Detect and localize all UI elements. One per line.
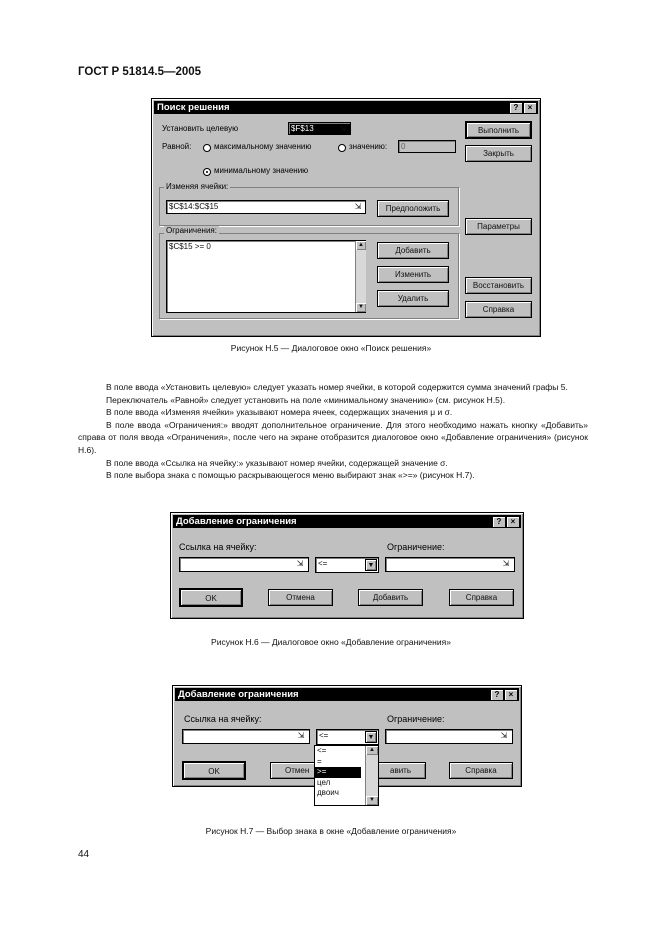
constraint-item[interactable]: $C$15 >= 0 xyxy=(169,242,211,251)
close-button[interactable]: Закрыть xyxy=(465,145,532,162)
options-button[interactable]: Параметры xyxy=(465,218,532,235)
body-text xyxy=(78,381,588,482)
figure-caption-h6: Рисунок Н.6 — Диалоговое окно «Добавление ограничения» xyxy=(211,637,451,647)
changing-ref-icon[interactable]: ⇲ xyxy=(354,202,362,211)
solver-title: Поиск решения xyxy=(157,102,230,113)
document-header: ГОСТ Р 51814.5—2005 xyxy=(78,66,202,78)
add-constraint-title: Добавление ограничения xyxy=(178,689,299,700)
constraint-ref-icon[interactable]: ⇲ xyxy=(500,731,508,740)
paragraph: В поле ввода «Установить целевую» следует указать номер ячейки, в которой содержится сумма значений графы 5. xyxy=(106,382,568,392)
dropdown-option[interactable]: цел xyxy=(317,777,331,787)
ok-button[interactable]: OK xyxy=(179,588,243,607)
change-constraint-button[interactable]: Изменить xyxy=(377,266,449,283)
help-titlebar-button[interactable]: ? xyxy=(492,516,506,528)
constraints-scrollbar[interactable] xyxy=(355,241,366,312)
paragraph: Переключатель «Равной» следует установить на поле «минимальному значению» (см. рисунок Н.5). xyxy=(106,394,506,405)
scroll-down-icon[interactable]: ▼ xyxy=(356,303,366,312)
operator-value: <= xyxy=(318,559,328,568)
cell-ref-label: Ссылка на ячейку: xyxy=(184,714,262,724)
cell-ref-icon[interactable]: ⇲ xyxy=(296,559,304,568)
figure-caption-h7: Рисунок Н.7 — Выбор знака в окне «Добавление ограничения» xyxy=(205,826,457,836)
dropdown-arrow-icon[interactable]: ▼ xyxy=(365,559,377,571)
add-constraint-title: Добавление ограничения xyxy=(176,516,297,527)
add-button-label: авить xyxy=(390,766,411,775)
figure-caption-h5: Рисунок Н.5 — Диалоговое окно «Поиск решения» xyxy=(230,343,432,353)
add-button[interactable]: Добавить xyxy=(358,589,423,606)
help-button[interactable]: Справка xyxy=(449,589,514,606)
delete-constraint-button[interactable]: Удалить xyxy=(377,290,449,307)
solve-button[interactable]: Выполнить xyxy=(465,121,532,139)
paragraph: В поле ввода «Изменяя ячейки» указывают номера ячеек, содержащих значения μ и σ. xyxy=(106,407,453,418)
cancel-button[interactable]: Отмена xyxy=(268,589,333,606)
close-icon[interactable]: × xyxy=(506,516,520,528)
reset-button[interactable]: Восстановить xyxy=(465,277,532,294)
changing-cells-label: Изменяя ячейки: xyxy=(166,182,229,191)
value-radio-label: значению: xyxy=(349,142,388,151)
constraint-label: Ограничение: xyxy=(387,542,445,552)
scroll-up-icon[interactable]: ▲ xyxy=(366,746,378,755)
paragraph: В поле ввода «Ссылка на ячейку:» указывают номер ячейки, содержащей значение σ. xyxy=(106,457,448,468)
min-radio-label: минимальному значению xyxy=(214,166,309,175)
dropdown-option-selected[interactable]: >= xyxy=(315,767,361,778)
dropdown-option[interactable]: <= xyxy=(317,746,327,755)
cell-ref-input[interactable] xyxy=(179,557,309,572)
help-button[interactable]: Справка xyxy=(465,301,532,318)
solver-dialog xyxy=(151,98,541,337)
min-radio[interactable] xyxy=(203,168,211,176)
help-titlebar-button[interactable]: ? xyxy=(509,102,523,114)
constraints-label: Ограничения: xyxy=(166,226,217,235)
close-icon[interactable]: × xyxy=(504,689,518,701)
guess-button[interactable]: Предположить xyxy=(377,200,449,217)
dropdown-option[interactable]: двоич xyxy=(317,788,339,797)
target-cell-label: Установить целевую xyxy=(162,124,239,133)
target-ref-icon[interactable]: ⇲ xyxy=(339,124,347,133)
paragraph: В поле ввода «Ограничения:» вводят дополнительное ограничение. Для этого необходимо нажать кнопку «Добавить» справа от поля ввода «Ограничения», после чего на экране отобразится диалоговое окно «Добавление ограничения» (рисунок Н.6). xyxy=(78,419,588,455)
add-constraint-button[interactable]: Добавить xyxy=(377,242,449,259)
ok-button[interactable]: OK xyxy=(182,761,246,780)
dropdown-scrollbar[interactable] xyxy=(365,746,378,805)
target-cell-value: $F$13 xyxy=(291,124,314,133)
add-constraint-titlebar xyxy=(173,515,521,528)
constraint-ref-icon[interactable]: ⇲ xyxy=(502,559,510,568)
page-number: 44 xyxy=(78,849,90,860)
constraint-label: Ограничение: xyxy=(387,714,445,724)
close-icon[interactable]: × xyxy=(523,102,537,114)
value-radio[interactable] xyxy=(338,144,346,152)
max-radio[interactable] xyxy=(203,144,211,152)
max-radio-label: максимальному значению xyxy=(214,142,312,151)
add-constraint-titlebar xyxy=(175,688,519,701)
constraint-input[interactable] xyxy=(385,729,513,744)
constraints-list[interactable] xyxy=(166,240,366,313)
equal-label: Равной: xyxy=(162,142,192,151)
operator-value: <= xyxy=(319,731,329,740)
constraint-input[interactable] xyxy=(385,557,515,572)
dropdown-arrow-icon[interactable]: ▼ xyxy=(365,731,377,743)
add-constraint-dialog xyxy=(170,512,524,619)
paragraph: В поле выбора знака с помощью раскрывающегося меню выбирают знак «>=» (рисунок Н.7). xyxy=(106,470,475,481)
changing-cells-input[interactable]: $C$14:$C$15 xyxy=(166,200,366,214)
value-input[interactable]: 0 xyxy=(398,140,456,153)
scroll-up-icon[interactable]: ▲ xyxy=(356,241,366,250)
help-button[interactable]: Справка xyxy=(449,762,513,779)
cancel-button-label: Отмен xyxy=(285,766,310,775)
cell-ref-label: Ссылка на ячейку: xyxy=(179,542,257,552)
cell-ref-input[interactable] xyxy=(182,729,310,744)
dropdown-option[interactable]: = xyxy=(317,756,322,766)
scroll-down-icon[interactable]: ▼ xyxy=(366,796,378,805)
solver-titlebar xyxy=(154,101,538,114)
cell-ref-icon[interactable]: ⇲ xyxy=(297,731,305,740)
operator-dropdown-list[interactable] xyxy=(314,745,379,806)
help-titlebar-button[interactable]: ? xyxy=(490,689,504,701)
